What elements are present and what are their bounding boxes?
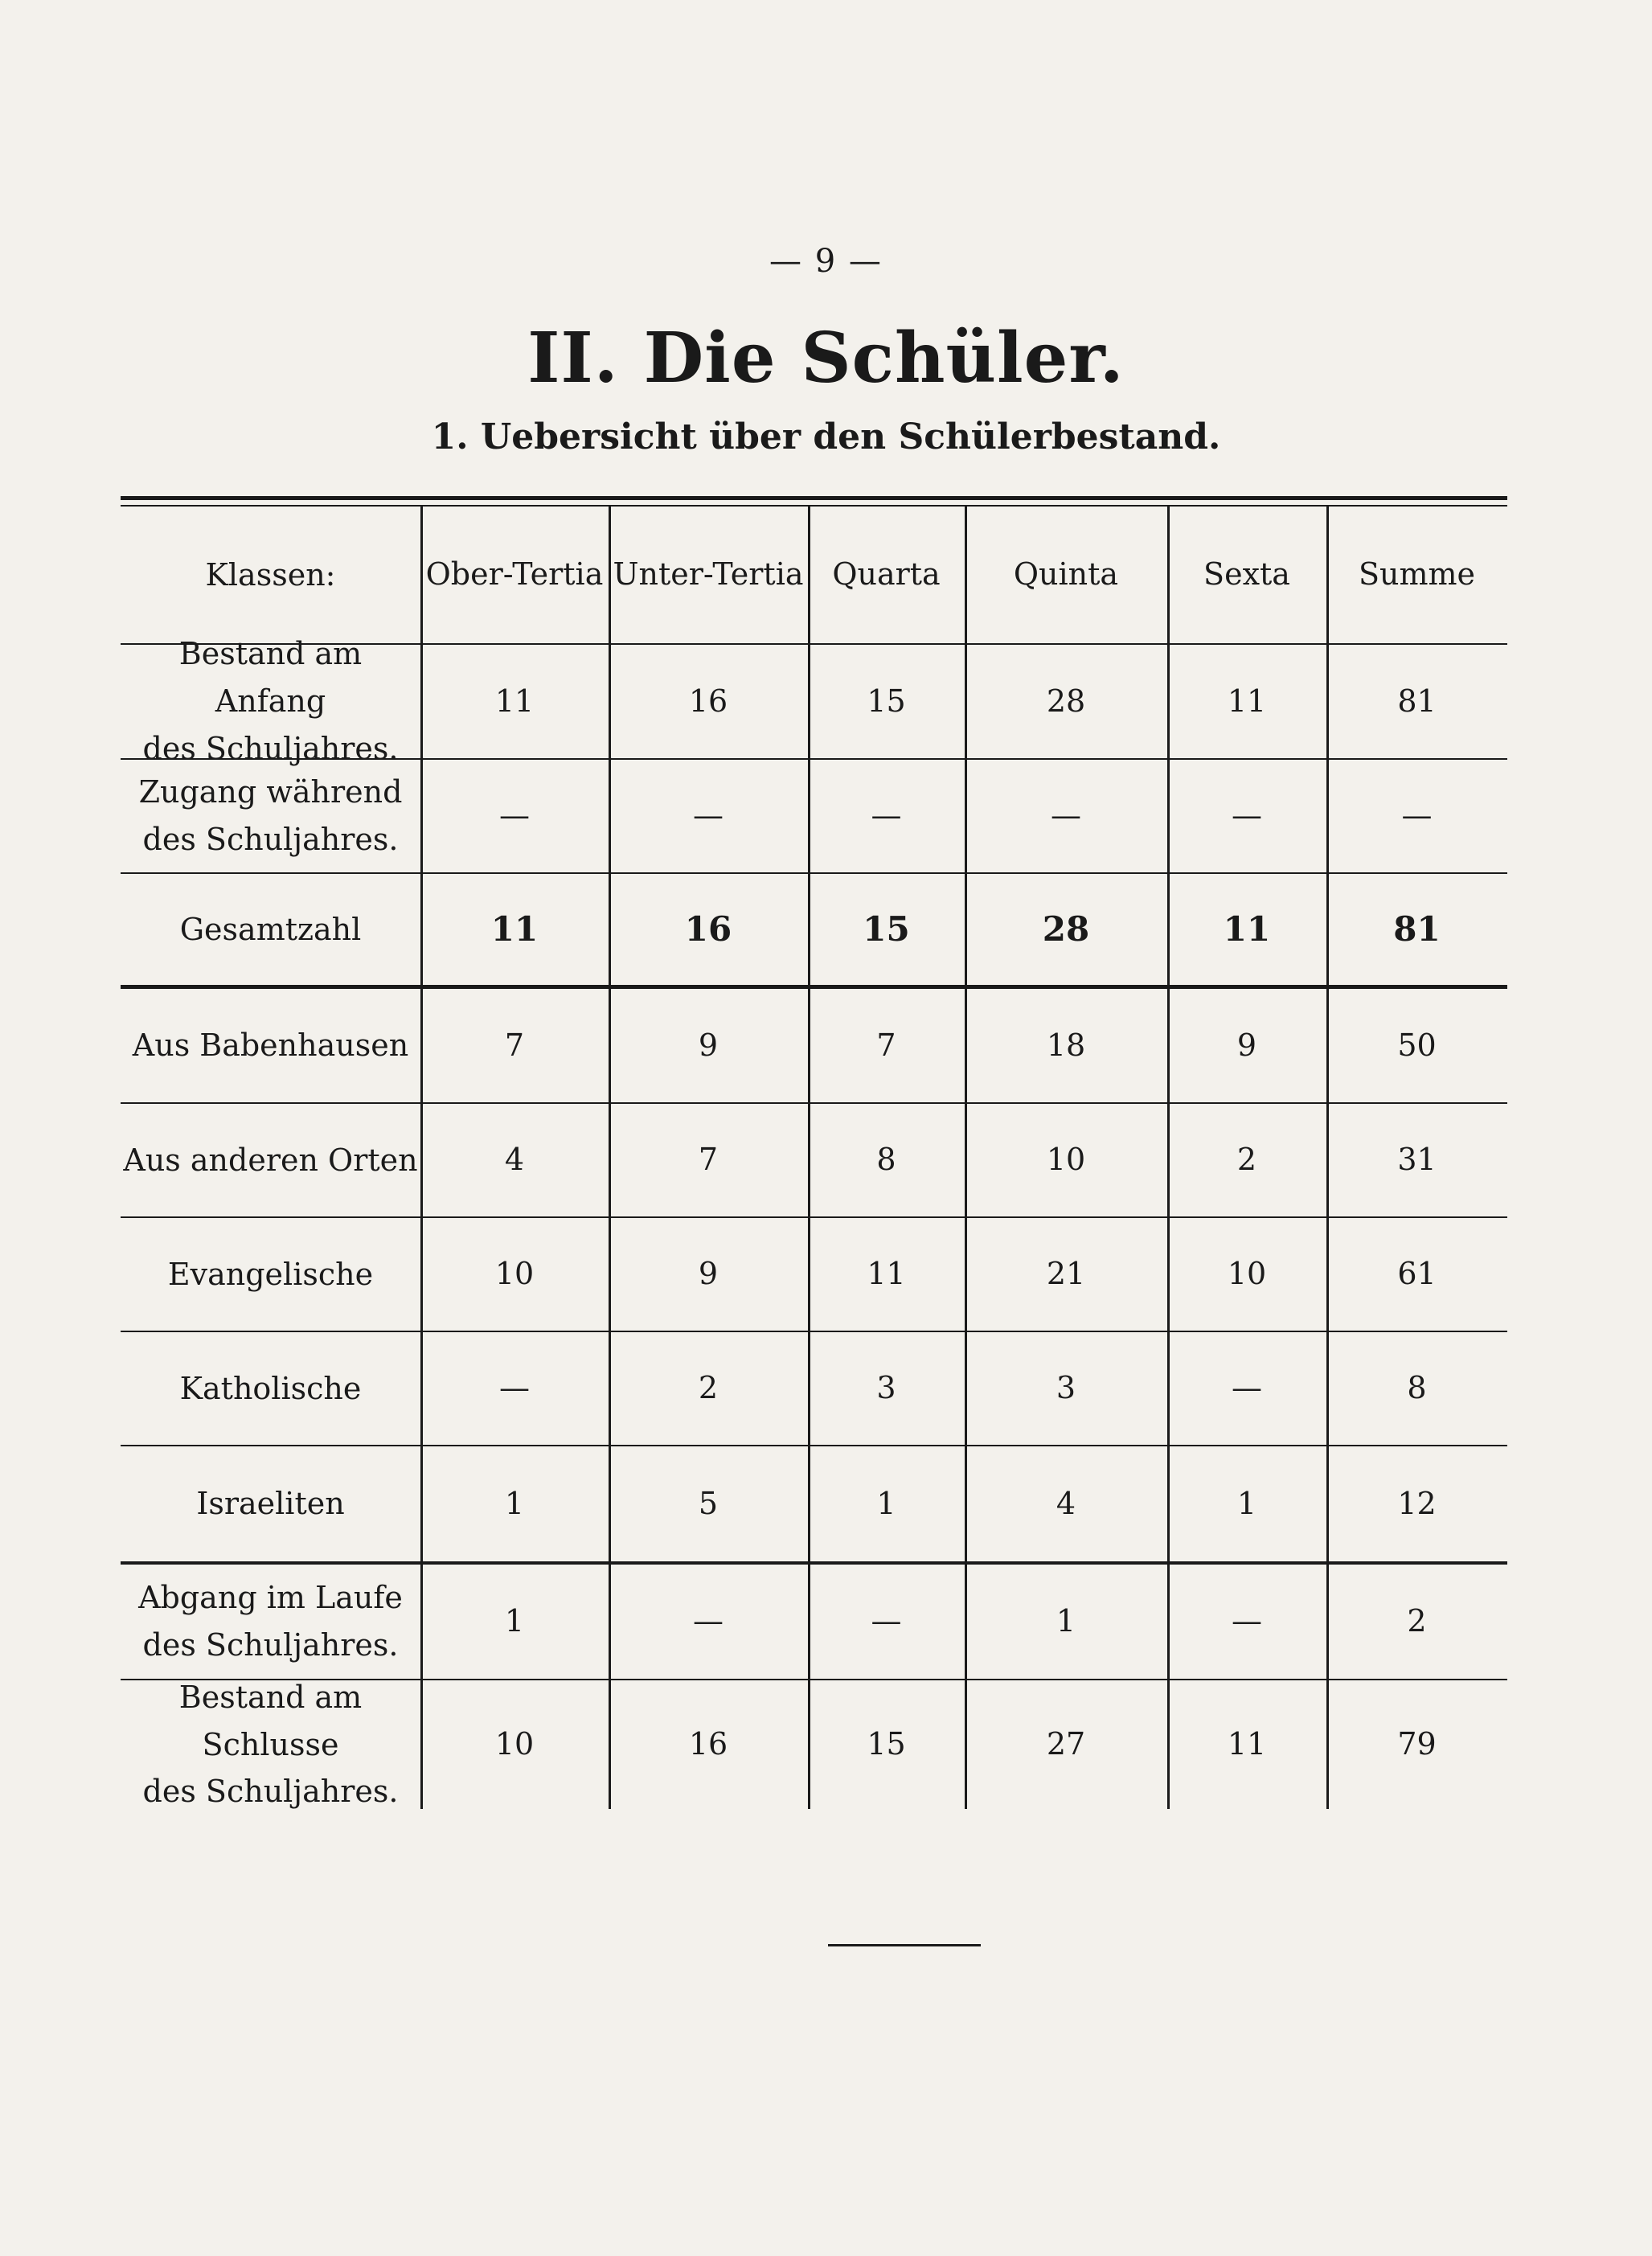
table-cell: 3 xyxy=(1056,1370,1076,1406)
row-label: Gesamtzahl xyxy=(179,911,362,947)
column-header: Ober-Tertia xyxy=(425,556,604,593)
table-cell: — xyxy=(1232,798,1262,834)
row-label xyxy=(121,636,420,766)
table-cell: — xyxy=(1401,798,1433,834)
table-cell: 10 xyxy=(494,1256,535,1292)
table-cell: — xyxy=(1232,1603,1262,1639)
row-label-line: des Schuljahres. xyxy=(142,822,399,857)
table-cell: 9 xyxy=(698,1256,719,1292)
table-cell: 8 xyxy=(876,1142,896,1178)
row-label xyxy=(121,1565,420,1679)
table-cell: — xyxy=(871,1603,902,1639)
table-cell: 3 xyxy=(876,1370,896,1406)
row-label-line: des Schuljahres. xyxy=(142,1627,399,1663)
row-label xyxy=(121,1680,420,1809)
table-cell: 7 xyxy=(698,1142,719,1178)
table-cell: 81 xyxy=(1397,683,1437,719)
table-cell: 10 xyxy=(494,1726,535,1762)
table-cell: 21 xyxy=(1046,1256,1086,1292)
footer-rule xyxy=(828,1944,981,1946)
row-label-line: Abgang im Laufe xyxy=(138,1580,403,1616)
table-cell: 18 xyxy=(1046,1027,1086,1063)
table-cell: 2 xyxy=(1236,1142,1257,1178)
row-label-line: Zugang während xyxy=(138,774,403,810)
table-cell: 16 xyxy=(684,909,732,949)
table-top-rule xyxy=(121,496,1507,500)
table-cell: 1 xyxy=(504,1485,525,1521)
table-cell: — xyxy=(693,798,724,834)
row-label-line: des Schuljahres. xyxy=(142,1774,399,1810)
table-cell: 8 xyxy=(1407,1370,1427,1406)
table-cell: 4 xyxy=(1056,1485,1076,1521)
table-cell: — xyxy=(871,798,902,834)
column-header: Summe xyxy=(1358,556,1476,593)
page-number: — 9 — xyxy=(769,243,883,280)
row-label: Aus anderen Orten xyxy=(123,1142,418,1178)
row-label xyxy=(121,760,420,872)
table-cell: 61 xyxy=(1397,1256,1437,1292)
table-cell: 4 xyxy=(504,1142,525,1178)
table-cell: 16 xyxy=(688,683,728,719)
row-label: Israeliten xyxy=(196,1486,345,1522)
table-cell: — xyxy=(1051,798,1081,834)
row-label-line: Bestand am Anfang xyxy=(178,636,363,720)
table-cell: 1 xyxy=(504,1603,525,1639)
column-header: Quinta xyxy=(1013,556,1119,593)
table-cell: 1 xyxy=(1056,1603,1076,1639)
table-subtitle: 1. Uebersicht über den Schülerbestand. xyxy=(431,416,1221,457)
table-cell: 11 xyxy=(490,909,539,949)
row-label: Evangelische xyxy=(167,1256,374,1292)
table-cell: 11 xyxy=(494,683,535,719)
table-cell: 11 xyxy=(1227,1726,1267,1762)
table-cell: 81 xyxy=(1393,909,1441,949)
header-label: Klassen: xyxy=(205,556,336,593)
table-cell: 12 xyxy=(1397,1485,1437,1521)
column-header: Sexta xyxy=(1203,556,1290,593)
table-cell: 16 xyxy=(688,1726,728,1762)
table-cell: — xyxy=(499,1370,530,1406)
table-cell: 11 xyxy=(1227,683,1267,719)
table-cell: 15 xyxy=(863,909,910,949)
table-cell: 10 xyxy=(1046,1142,1086,1178)
table-cell: 15 xyxy=(867,683,906,719)
table-cell: — xyxy=(1232,1370,1262,1406)
table-cell: — xyxy=(693,1603,724,1639)
column-header: Quarta xyxy=(832,556,941,593)
table-cell: 28 xyxy=(1046,683,1086,719)
table-cell: 11 xyxy=(867,1256,906,1292)
table-cell: 7 xyxy=(876,1027,896,1063)
row-label: Katholische xyxy=(179,1370,362,1406)
table-cell: 1 xyxy=(1236,1485,1257,1521)
table-cell: 2 xyxy=(1407,1603,1427,1639)
table-cell: 9 xyxy=(1236,1027,1257,1063)
table-cell: 9 xyxy=(698,1027,719,1063)
row-label-line: Bestand am Schlusse xyxy=(178,1679,363,1762)
table-cell: 11 xyxy=(1223,909,1271,949)
table-cell: 27 xyxy=(1046,1726,1086,1762)
section-title: II. Die Schüler. xyxy=(527,318,1125,399)
table-cell: 50 xyxy=(1397,1027,1437,1063)
table-cell: 28 xyxy=(1042,909,1090,949)
table-cell: 5 xyxy=(698,1485,719,1521)
table-cell: 79 xyxy=(1397,1726,1437,1762)
table-cell: 7 xyxy=(504,1027,525,1063)
row-label-line: des Schuljahres. xyxy=(142,730,399,766)
table-cell: 10 xyxy=(1227,1256,1267,1292)
table-cell: 15 xyxy=(867,1726,906,1762)
table-cell: — xyxy=(499,798,530,834)
table-cell: 1 xyxy=(876,1485,896,1521)
table-cell: 2 xyxy=(698,1370,719,1406)
row-label: Aus Babenhausen xyxy=(132,1028,409,1064)
table-cell: 31 xyxy=(1397,1142,1437,1178)
column-header: Unter-Tertia xyxy=(613,556,804,593)
